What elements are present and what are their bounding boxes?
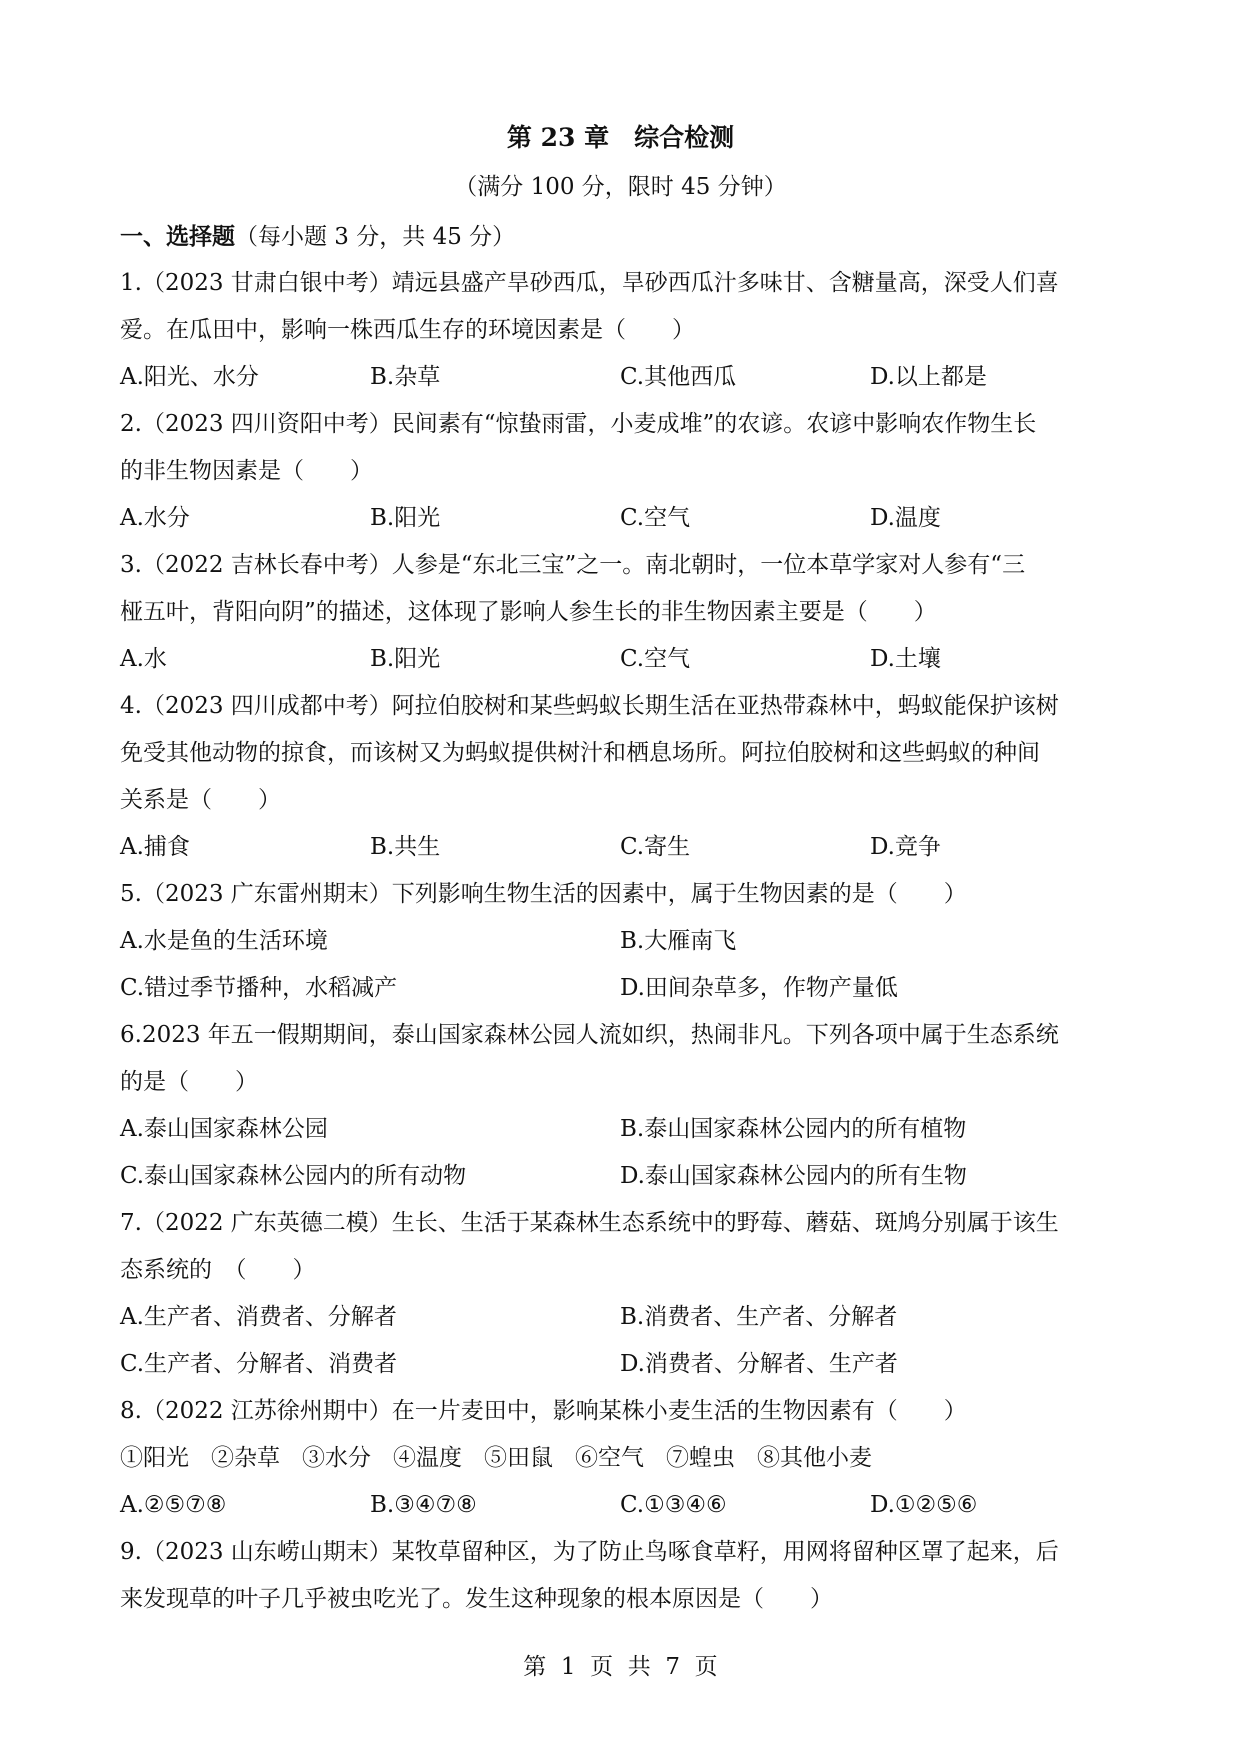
question-9-line-1: 9.（2023 山东崂山期末）某牧草留种区，为了防止鸟啄食草籽，用网将留种区罩了起来，后 bbox=[120, 1539, 1059, 1565]
question-4-line-2: 免受其他动物的掠食，而该树又为蚂蚁提供树汁和栖息场所。阿拉伯胶树和这些蚂蚁的种间 bbox=[120, 740, 1040, 766]
option-a: A.水是鱼的生活环境 bbox=[120, 928, 328, 954]
question-list bbox=[120, 213, 1130, 1623]
question-7-options-row-1 bbox=[120, 1294, 1130, 1341]
option-a: A.水 bbox=[120, 646, 167, 672]
option-c: C.错过季节播种，水稻减产 bbox=[120, 975, 398, 1001]
question-7-line-1: 7.（2022 广东英德二模）生长、生活于某森林生态系统中的野莓、蘑菇、斑鸠分别属于该生 bbox=[120, 1210, 1059, 1236]
question-3-options bbox=[120, 636, 1130, 683]
question-1-options bbox=[120, 354, 1130, 401]
option-d: D.竞争 bbox=[870, 834, 941, 860]
question-5-options-row-2 bbox=[120, 965, 1130, 1012]
option-c: C.空气 bbox=[620, 505, 691, 531]
factor-item: ③水分 bbox=[302, 1445, 371, 1471]
question-7-options-row-2 bbox=[120, 1341, 1130, 1388]
question-1-line-2: 爱。在瓜田中，影响一株西瓜生存的环境因素是（ ） bbox=[120, 317, 695, 343]
page-title: 第 23 章 综合检测 bbox=[506, 123, 735, 152]
factor-item: ④温度 bbox=[393, 1445, 462, 1471]
factor-item: ②杂草 bbox=[211, 1445, 280, 1471]
question-7-line-2: 态系统的 （ ） bbox=[120, 1257, 316, 1283]
option-b: B.阳光 bbox=[370, 505, 441, 531]
option-b: B.阳光 bbox=[370, 646, 441, 672]
section-note: （每小题 3 分，共 45 分） bbox=[235, 224, 516, 250]
question-2-line-2: 的非生物因素是（ ） bbox=[120, 458, 373, 484]
option-a: A.生产者、消费者、分解者 bbox=[120, 1304, 397, 1330]
question-9-line-2: 来发现草的叶子几乎被虫吃光了。发生这种现象的根本原因是（ ） bbox=[120, 1586, 833, 1612]
question-6-line-1: 6.2023 年五一假期期间，泰山国家森林公园人流如织，热闹非凡。下列各项中属于生态系统 bbox=[120, 1022, 1059, 1048]
option-c: C.寄生 bbox=[620, 834, 691, 860]
factor-item: ⑦蝗虫 bbox=[666, 1445, 735, 1471]
factor-item: ⑧其他小麦 bbox=[757, 1445, 872, 1471]
factor-item: ⑥空气 bbox=[575, 1445, 644, 1471]
option-c: C.空气 bbox=[620, 646, 691, 672]
option-a: A.水分 bbox=[120, 505, 190, 531]
question-5-options-row-1 bbox=[120, 918, 1130, 965]
option-d: D.①②⑤⑥ bbox=[870, 1492, 978, 1518]
question-1-line-1: 1.（2023 甘肃白银中考）靖远县盛产旱砂西瓜，旱砂西瓜汁多味甘、含糖量高，深受人们喜 bbox=[120, 270, 1059, 296]
option-b: B.消费者、生产者、分解者 bbox=[620, 1304, 898, 1330]
option-a: A.泰山国家森林公园 bbox=[120, 1116, 328, 1142]
option-d: D.温度 bbox=[870, 505, 941, 531]
factor-item: ⑤田鼠 bbox=[484, 1445, 553, 1471]
question-8-factor-list bbox=[120, 1435, 1130, 1482]
option-a: A.②⑤⑦⑧ bbox=[120, 1492, 227, 1518]
question-6-options-row-2 bbox=[120, 1153, 1130, 1200]
question-2-line-1: 2.（2023 四川资阳中考）民间素有“惊蛰雨雷，小麦成堆”的农谚。农谚中影响农作物生长 bbox=[120, 411, 1037, 437]
page-footer: 第 1 页 共 7 页 bbox=[523, 1654, 718, 1680]
option-b: B.共生 bbox=[370, 834, 441, 860]
option-c: C.①③④⑥ bbox=[620, 1492, 727, 1518]
option-a: A.阳光、水分 bbox=[120, 364, 259, 390]
option-d: D.土壤 bbox=[870, 646, 941, 672]
question-5-line-1: 5.（2023 广东雷州期末）下列影响生物生活的因素中，属于生物因素的是（ ） bbox=[120, 881, 967, 907]
question-3-line-1: 3.（2022 吉林长春中考）人参是“东北三宝”之一。南北朝时，一位本草学家对人参有“三 bbox=[120, 552, 1026, 578]
option-c: C.生产者、分解者、消费者 bbox=[120, 1351, 398, 1377]
option-d: D.泰山国家森林公园内的所有生物 bbox=[620, 1163, 967, 1189]
option-d: D.消费者、分解者、生产者 bbox=[620, 1351, 898, 1377]
section-title: 一、选择题 bbox=[120, 223, 235, 250]
question-6-options-row-1 bbox=[120, 1106, 1130, 1153]
option-c: C.泰山国家森林公园内的所有动物 bbox=[120, 1163, 467, 1189]
option-c: C.其他西瓜 bbox=[620, 364, 737, 390]
question-6-line-2: 的是（ ） bbox=[120, 1069, 258, 1095]
question-4-options bbox=[120, 824, 1130, 871]
option-d: D.田间杂草多，作物产量低 bbox=[620, 975, 898, 1001]
factor-item: ①阳光 bbox=[120, 1445, 189, 1471]
option-b: B.杂草 bbox=[370, 364, 441, 390]
option-d: D.以上都是 bbox=[870, 364, 987, 390]
section-heading bbox=[120, 213, 1130, 260]
question-2-options bbox=[120, 495, 1130, 542]
option-b: B.大雁南飞 bbox=[620, 928, 737, 954]
option-b: B.泰山国家森林公园内的所有植物 bbox=[620, 1116, 967, 1142]
question-4-line-1: 4.（2023 四川成都中考）阿拉伯胶树和某些蚂蚁长期生活在亚热带森林中，蚂蚁能保护该树 bbox=[120, 693, 1059, 719]
page-subtitle: （满分 100 分，限时 45 分钟） bbox=[454, 174, 787, 200]
question-4-line-3: 关系是（ ） bbox=[120, 787, 281, 813]
question-3-line-2: 桠五叶，背阳向阴”的描述，这体现了影响人参生长的非生物因素主要是（ ） bbox=[120, 599, 937, 625]
question-8-options bbox=[120, 1482, 1130, 1529]
option-a: A.捕食 bbox=[120, 834, 190, 860]
option-b: B.③④⑦⑧ bbox=[370, 1492, 477, 1518]
question-8-line-1: 8.（2022 江苏徐州期中）在一片麦田中，影响某株小麦生活的生物因素有（ ） bbox=[120, 1398, 967, 1424]
